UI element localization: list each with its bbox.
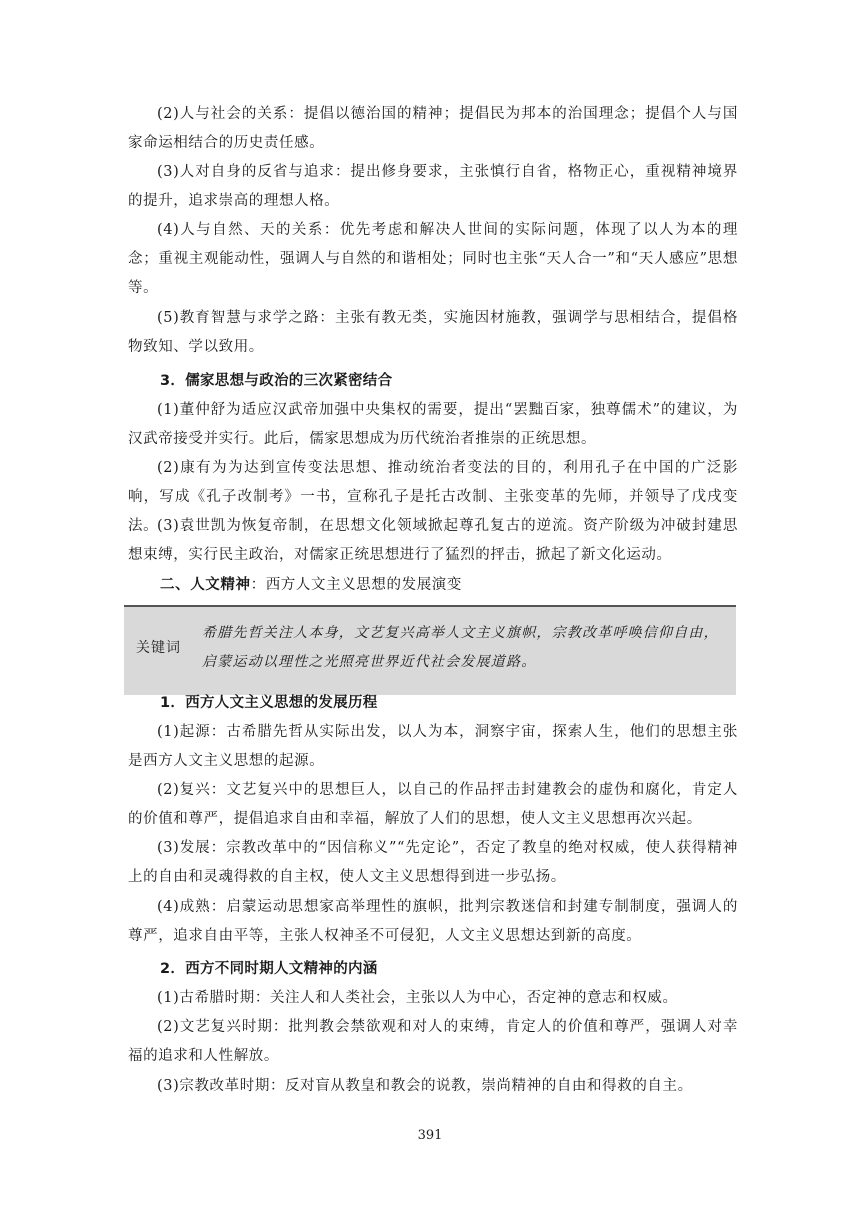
section-heading: 2．西方不同时期人文精神的内涵 [160,961,378,977]
paragraph: (2)文艺复兴时期：批判教会禁欲观和对人的束缚，肯定人的价值和尊严，强调人对幸福的追求和人性解放。 [128,1019,738,1064]
paragraph: (1)董仲舒为适应汉武帝加强中央集权的需要，提出“罢黜百家，独尊儒术”的建议，为汉武帝接受并实行。此后，儒家思想成为历代统治者推崇的正统思想。 [128,402,738,447]
paragraph: (1)古希腊时期：关注人和人类社会，主张以人为中心，否定神的意志和权威。 [157,990,678,1006]
paragraph: (3)袁世凯为恢复帝制，在思想文化领域掀起尊孔复古的逆流。资产阶级为冲破封建思想束缚，实行民主政治，对儒家正统思想进行了猛烈的抨击，掀起了新文化运动。 [128,518,738,563]
paragraph: (2)人与社会的关系：提倡以德治国的精神；提倡民为邦本的治国理念；提倡个人与国家命运相结合的历史责任感。 [128,106,738,151]
keyword-label: 关键词 [136,640,181,656]
keyword-text: 希腊先哲关注人本身，文艺复兴高举人文主义旗帜，宗教改革呼唤信仰自由，启蒙运动以理性之光照亮世界近代社会发展道路。 [202,625,719,670]
section-title: 二、人文精神：西方人文主义思想的发展演变 [160,577,463,593]
page-number: 391 [417,1128,443,1143]
paragraph: (2)复兴：文艺复兴中的思想巨人，以自己的作品抨击封建教会的虚伪和腐化，肯定人的价值和尊严，提倡追求自由和幸福，解放了人们的思想，使人文主义思想再次兴起。 [128,782,738,827]
paragraph: (3)宗教改革时期：反对盲从教皇和教会的说教，崇尚精神的自由和得救的自主。 [157,1078,693,1094]
paragraph: (4)人与自然、天的关系：优先考虑和解决人世间的实际问题，体现了以人为本的理念；重视主观能动性，强调人与自然的和谐相处；同时也主张“天人合一”和“天人感应”思想等。 [128,222,738,296]
keyword-box [124,605,736,695]
paragraph: (1)起源：古希腊先哲从实际出发，以人为本，洞察宇宙，探索人生，他们的思想主张是西方人文主义思想的起源。 [128,724,738,769]
section-heading: 1．西方人文主义思想的发展历程 [160,695,378,711]
paragraph: (3)人对自身的反省与追求：提出修身要求，主张慎行自省，格物正心，重视精神境界的提升，追求崇高的理想人格。 [128,164,738,209]
paragraph: (5)教育智慧与求学之路：主张有教无类，实施因材施教，强调学与思相结合，提倡格物致知、学以致用。 [128,310,738,355]
paragraph: (2)康有为为达到宣传变法思想、推动统治者变法的目的，利用孔子在中国的广泛影响，写成《孔子改制考》一书，宣称孔子是托古改制、主张变革的先师，并领导了戊戌变法。 [128,460,738,534]
paragraph: (3)发展：宗教改革中的“因信称义”“先定论”，否定了教皇的绝对权威，使人获得精神上的自由和灵魂得救的自主权，使人文主义思想得到进一步弘扬。 [128,840,738,885]
section-heading: 3．儒家思想与政治的三次紧密结合 [160,373,393,389]
paragraph: (4)成熟：启蒙运动思想家高举理性的旗帜，批判宗教迷信和封建专制制度，强调人的尊严，追求自由平等，主张人权神圣不可侵犯，人文主义思想达到新的高度。 [128,899,738,944]
